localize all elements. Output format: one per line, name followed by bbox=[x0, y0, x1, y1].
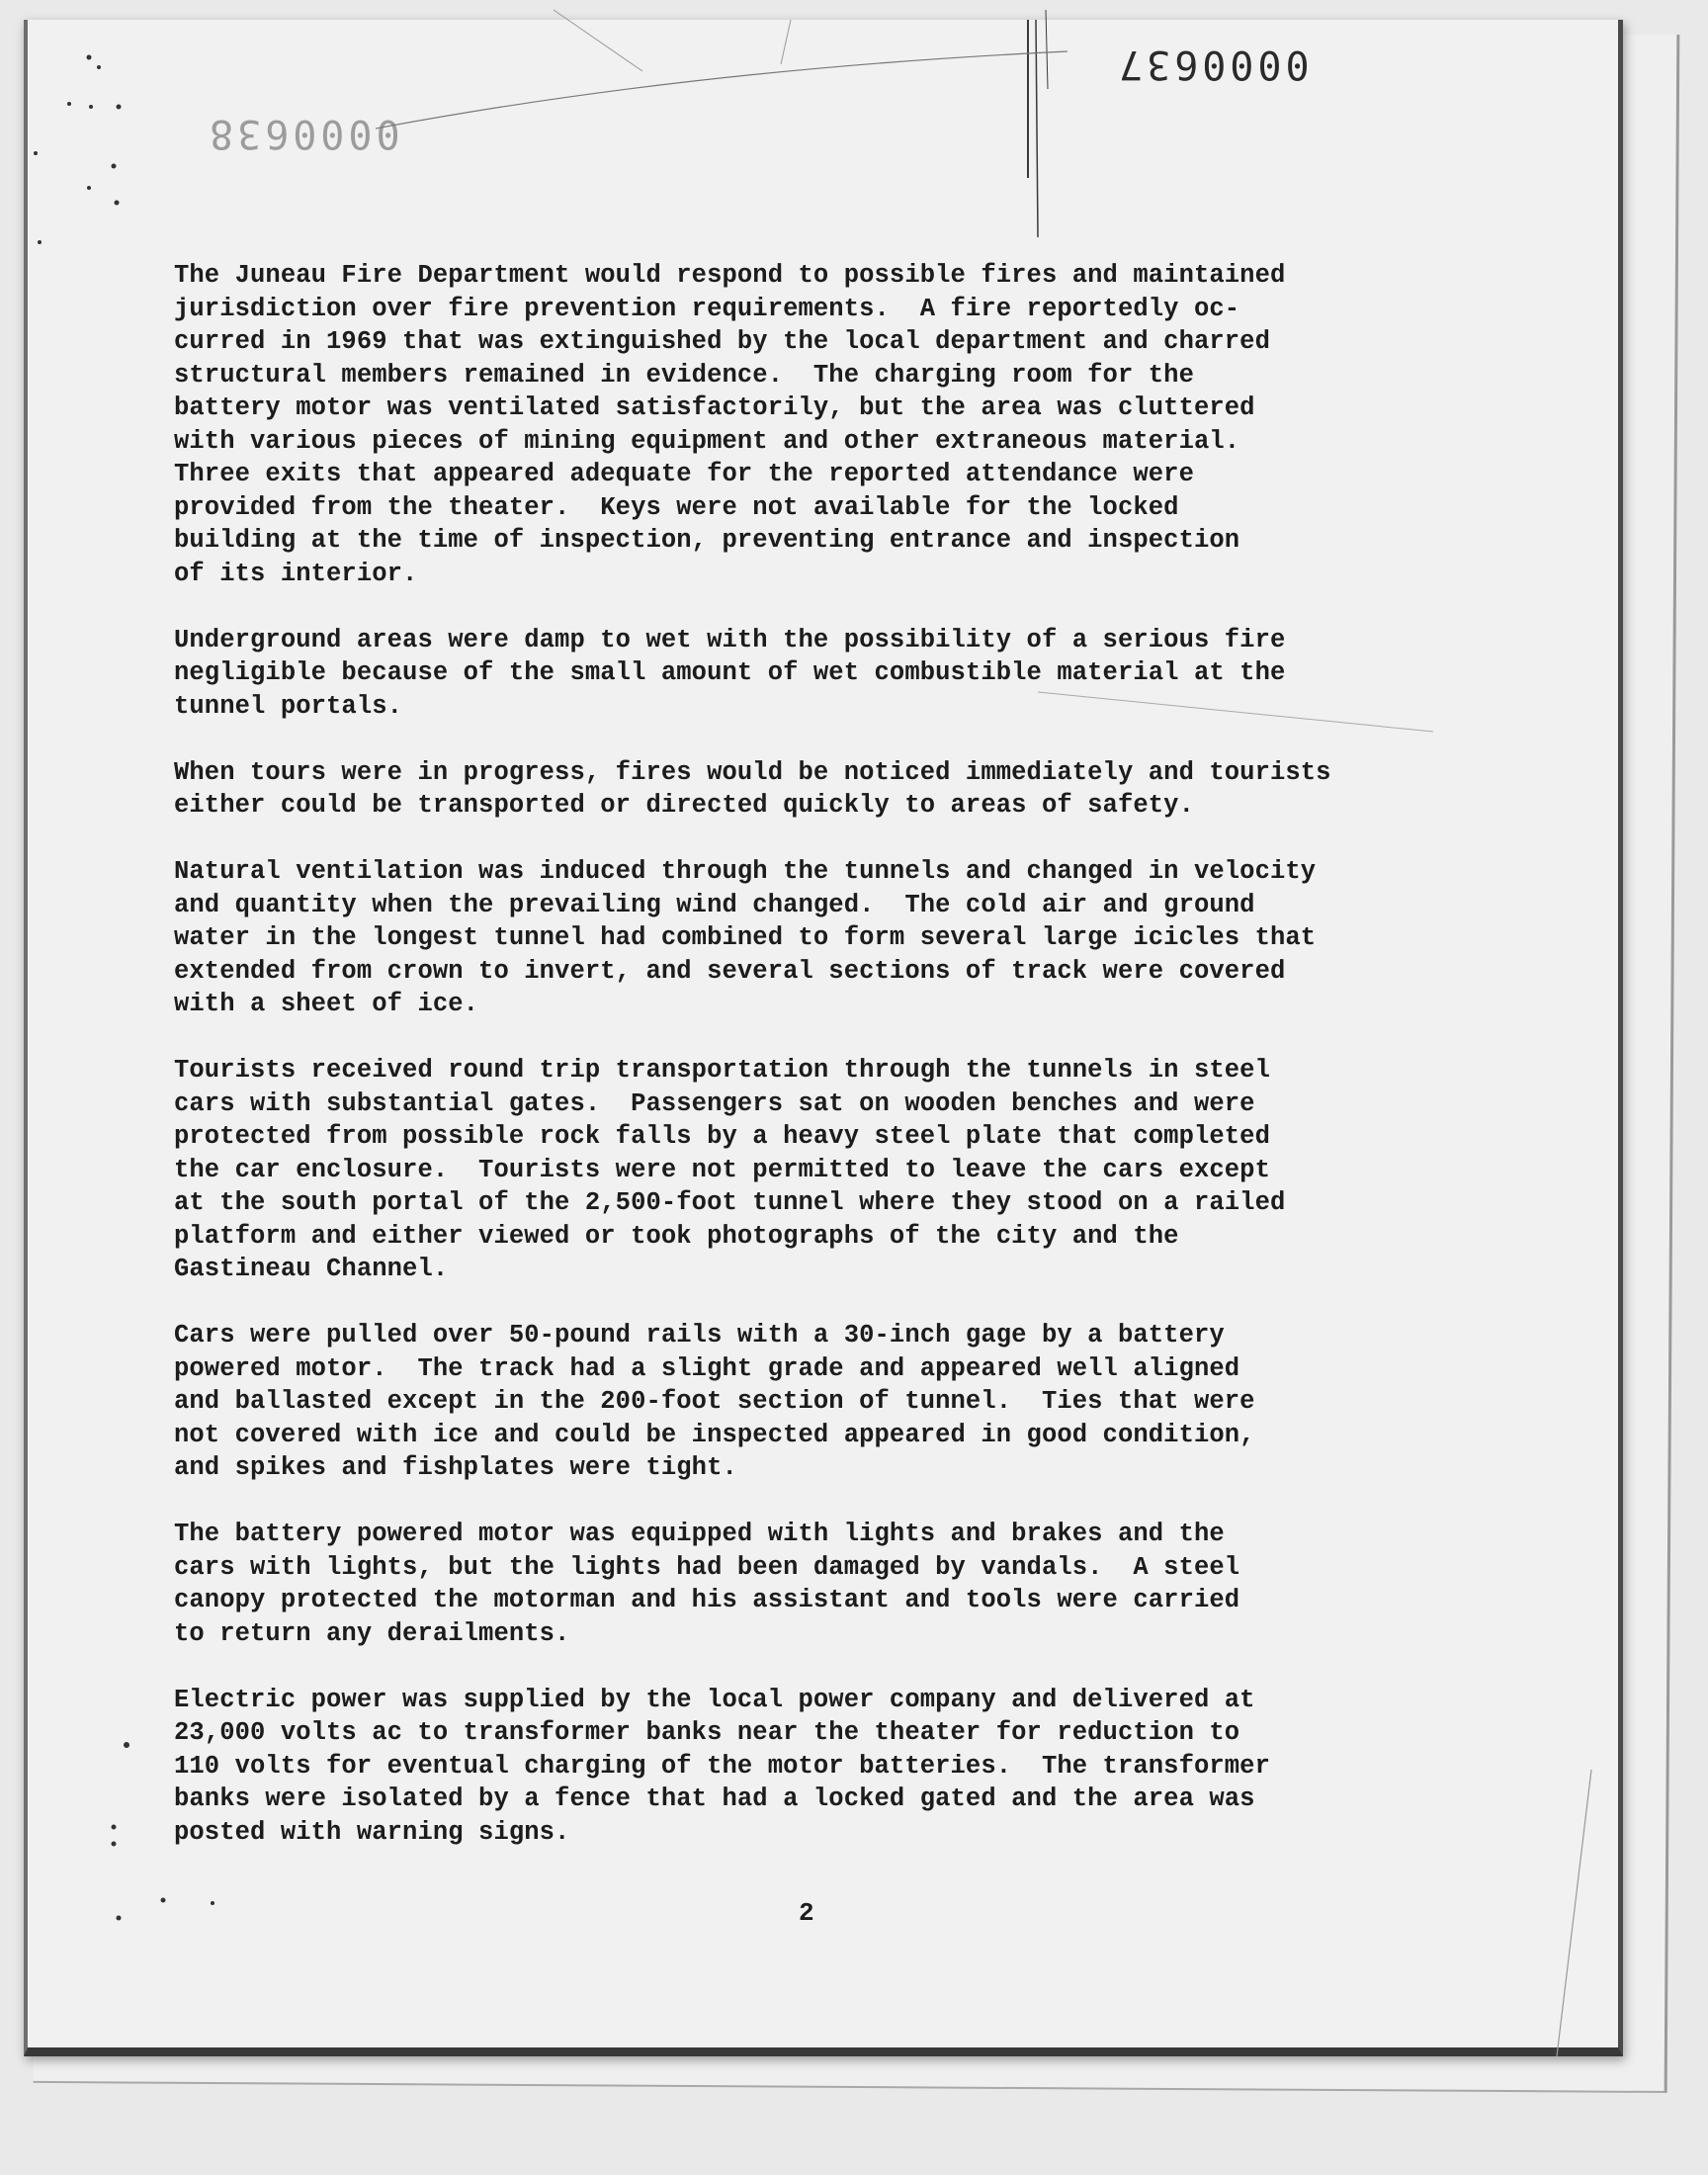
text-line: platform and either viewed or took photographs of the city and the bbox=[174, 1221, 1179, 1251]
document-body bbox=[174, 259, 1498, 1882]
document-number-stamp: 0000637 bbox=[1115, 42, 1310, 87]
text-line: When tours were in progress, fires would be noticed immediately and tourists bbox=[174, 757, 1331, 787]
text-line: structural members remained in evidence. The charging room for the bbox=[174, 360, 1194, 390]
text-line: tunnel portals. bbox=[174, 691, 403, 721]
text-line: jurisdiction over fire prevention requirements. A fire reportedly oc- bbox=[174, 294, 1240, 323]
text-line: posted with warning signs. bbox=[174, 1817, 570, 1847]
text-line: cars with substantial gates. Passengers sat on wooden benches and were bbox=[174, 1088, 1255, 1118]
text-line: either could be transported or directed quickly to areas of safety. bbox=[174, 791, 1194, 820]
text-line: 23,000 volts ac to transformer banks near the theater for reduction to bbox=[174, 1718, 1240, 1747]
text-line: the car enclosure. Tourists were not permitted to leave the cars except bbox=[174, 1155, 1270, 1184]
text-line: with various pieces of mining equipment and other extraneous material. bbox=[174, 426, 1240, 456]
text-line: water in the longest tunnel had combined to form several large icicles that bbox=[174, 923, 1317, 952]
text-line: battery motor was ventilated satisfactorily, but the area was cluttered bbox=[174, 393, 1255, 422]
text-line: curred in 1969 that was extinguished by the local department and charred bbox=[174, 327, 1270, 356]
text-line: Gastineau Channel. bbox=[174, 1255, 449, 1283]
page-number: 2 bbox=[799, 1898, 814, 1928]
text-line: of its interior. bbox=[174, 559, 418, 588]
text-line: powered motor. The track had a slight grade and appeared well aligned bbox=[174, 1353, 1240, 1383]
text-line: extended from crown to invert, and several sections of track were covered bbox=[174, 956, 1286, 986]
paragraph bbox=[174, 624, 1498, 724]
text-line: protected from possible rock falls by a heavy steel plate that completed bbox=[174, 1122, 1270, 1151]
paragraph bbox=[174, 259, 1498, 590]
text-line: provided from the theater. Keys were not available for the locked bbox=[174, 492, 1179, 522]
text-line: building at the time of inspection, preventing entrance and inspection bbox=[174, 526, 1240, 555]
text-line: with a sheet of ice. bbox=[174, 990, 479, 1018]
text-line: not covered with ice and could be inspected appeared in good condition, bbox=[174, 1420, 1255, 1449]
text-line: and spikes and fishplates were tight. bbox=[174, 1453, 737, 1482]
paragraph bbox=[174, 1054, 1498, 1286]
document-page bbox=[24, 20, 1623, 2056]
text-line: Natural ventilation was induced through the tunnels and changed in velocity bbox=[174, 857, 1317, 886]
text-line: The Juneau Fire Department would respond to possible fires and maintained bbox=[174, 261, 1286, 290]
paragraph bbox=[174, 756, 1498, 823]
text-line: Cars were pulled over 50-pound rails with a 30-inch gage by a battery bbox=[174, 1321, 1225, 1349]
paragraph bbox=[174, 1319, 1498, 1485]
text-line: and quantity when the prevailing wind changed. The cold air and ground bbox=[174, 890, 1255, 919]
text-line: at the south portal of the 2,500-foot tunnel where they stood on a railed bbox=[174, 1188, 1286, 1217]
text-line: Three exits that appeared adequate for the reported attendance were bbox=[174, 460, 1194, 488]
paragraph bbox=[174, 1518, 1498, 1650]
paragraph bbox=[174, 1684, 1498, 1850]
paragraph bbox=[174, 855, 1498, 1021]
text-line: negligible because of the small amount of wet combustible material at the bbox=[174, 658, 1286, 687]
faint-document-number-stamp: 0000638 bbox=[206, 111, 400, 156]
text-line: 110 volts for eventual charging of the motor batteries. The transformer bbox=[174, 1751, 1270, 1781]
text-line: Underground areas were damp to wet with the possibility of a serious fire bbox=[174, 625, 1286, 654]
text-line: The battery powered motor was equipped with lights and brakes and the bbox=[174, 1520, 1225, 1548]
text-line: and ballasted except in the 200-foot section of tunnel. Ties that were bbox=[174, 1387, 1255, 1416]
text-line: Tourists received round trip transportation through the tunnels in steel bbox=[174, 1056, 1270, 1085]
text-line: banks were isolated by a fence that had a locked gated and the area was bbox=[174, 1784, 1255, 1813]
text-line: Electric power was supplied by the local power company and delivered at bbox=[174, 1685, 1255, 1714]
text-line: canopy protected the motorman and his assistant and tools were carried bbox=[174, 1586, 1240, 1614]
text-line: to return any derailments. bbox=[174, 1618, 570, 1648]
text-line: cars with lights, but the lights had been damaged by vandals. A steel bbox=[174, 1552, 1240, 1582]
